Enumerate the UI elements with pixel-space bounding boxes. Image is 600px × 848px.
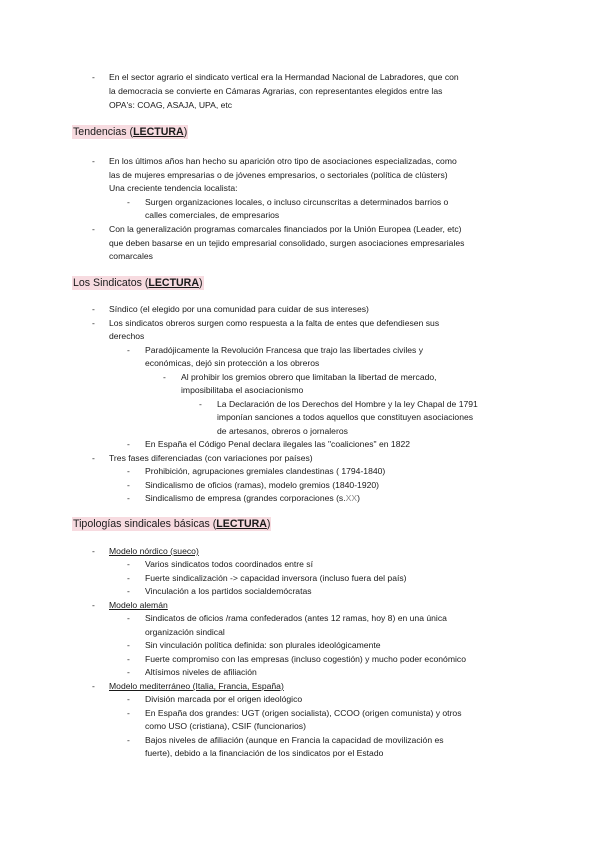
bullet-dash: - bbox=[127, 708, 130, 718]
bullet-dash: - bbox=[92, 156, 95, 166]
bullet-dash: - bbox=[127, 667, 130, 677]
text-line: comarcales bbox=[109, 251, 153, 261]
text-line: la democracia se convierte en Cámaras Agrarias, con representantes elegidos entre las bbox=[109, 86, 443, 96]
bullet-dash: - bbox=[163, 372, 166, 382]
bullet-dash: - bbox=[92, 318, 95, 328]
bullet-dash: - bbox=[127, 439, 130, 449]
text-part: Sindicalismo de empresa (grandes corporaciones (s. bbox=[145, 493, 346, 503]
text-line: Fuerte compromiso con las empresas (incluso cogestión) y mucho poder económico bbox=[145, 654, 466, 664]
section-heading-tipologias bbox=[72, 517, 271, 531]
text-line: imposibilitaba el asociacionismo bbox=[181, 385, 304, 395]
section-heading-sindicatos bbox=[72, 276, 204, 290]
text-part: XX bbox=[345, 493, 358, 503]
text-line: de artesanos, obreros o jornaleros bbox=[217, 426, 348, 436]
text-line: económicas, dejó sin protección a los obreros bbox=[145, 358, 320, 368]
model-heading: Modelo nórdico (sueco) bbox=[109, 546, 199, 556]
bullet-dash: - bbox=[92, 72, 95, 82]
text-line: derechos bbox=[109, 331, 145, 341]
text-line: La Declaración de los Derechos del Hombre y la ley Chapal de 1791 bbox=[217, 399, 478, 409]
text-line: Bajos niveles de afiliación (aunque en Francia la capacidad de movilización es bbox=[145, 735, 444, 745]
text-line: Paradójicamente la Revolución Francesa que trajo las libertades civiles y bbox=[145, 345, 424, 355]
heading-text: Los Sindicatos ( bbox=[73, 277, 149, 289]
text-line: Al prohibir los gremios obrero que limitaban la libertad de mercado, bbox=[181, 372, 437, 382]
heading-text: Tipologías sindicales básicas ( bbox=[73, 518, 217, 530]
lectura-link[interactable]: LECTURA bbox=[216, 518, 267, 530]
model-heading: Modelo alemán bbox=[109, 600, 168, 610]
heading-close: ) bbox=[199, 277, 203, 289]
text-line: En los últimos años han hecho su aparición otro tipo de asociaciones especializadas, como bbox=[109, 156, 457, 166]
text-line: organización sindical bbox=[145, 627, 225, 637]
text-line: Tres fases diferenciadas (con variaciones por países) bbox=[109, 453, 313, 463]
text-line: División marcada por el origen ideológico bbox=[145, 694, 303, 704]
text-line: Síndico (el elegido por una comunidad para cuidar de sus intereses) bbox=[109, 304, 369, 314]
text-line: En España el Código Penal declara ilegales las "coaliciones" en 1822 bbox=[145, 439, 411, 449]
text-line: Altísimos niveles de afiliación bbox=[145, 667, 257, 677]
bullet-dash: - bbox=[127, 466, 130, 476]
bullet-dash: - bbox=[127, 559, 130, 569]
bullet-dash: - bbox=[127, 640, 130, 650]
text-line: Surgen organizaciones locales, o incluso circunscritas a determinados barrios o bbox=[145, 197, 449, 207]
bullet-dash: - bbox=[127, 694, 130, 704]
text-line: Prohibición, agrupaciones gremiales clandestinas ( 1794-1840) bbox=[145, 466, 386, 476]
bullet-dash: - bbox=[92, 546, 95, 556]
text-line: Sindicatos de oficios /rama confederados (antes 12 ramas, hoy 8) en una única bbox=[145, 613, 447, 623]
bullet-dash: - bbox=[127, 345, 130, 355]
section-heading-tendencias bbox=[72, 125, 188, 139]
bullet-dash: - bbox=[127, 586, 130, 596]
text-line: Sindicalismo de oficios (ramas), modelo gremios (1840-1920) bbox=[145, 480, 380, 490]
text-line: Una creciente tendencia localista: bbox=[109, 183, 238, 193]
text-line: imponían sanciones a todos aquellos que constituyen asociaciones bbox=[217, 412, 474, 422]
text-line: Vinculación a los partidos socialdemócratas bbox=[145, 586, 312, 596]
heading-text: Tendencias ( bbox=[73, 126, 134, 138]
bullet-dash: - bbox=[127, 480, 130, 490]
text-line: Sin vinculación política definida: son plurales ideológicamente bbox=[145, 640, 381, 650]
bullet-dash: - bbox=[127, 493, 130, 503]
text-line bbox=[145, 492, 360, 504]
text-line: Con la generalización programas comarcales financiados por la Unión Europea (Leader, etc) bbox=[109, 224, 462, 234]
bullet-dash: - bbox=[92, 600, 95, 610]
lectura-link[interactable]: LECTURA bbox=[148, 277, 199, 289]
text-line: En el sector agrario el sindicato vertical era la Hermandad Nacional de Labradores, que con bbox=[109, 72, 459, 82]
text-line: que deben basarse en un tejido empresarial consolidado, surgen asociaciones empresariales bbox=[109, 238, 465, 248]
bullet-dash: - bbox=[127, 573, 130, 583]
text-line: como USO (cristiana), CSIF (funcionarios) bbox=[145, 721, 306, 731]
lectura-link[interactable]: LECTURA bbox=[133, 126, 184, 138]
bullet-dash: - bbox=[127, 197, 130, 207]
text-line: Varios sindicatos todos coordinados entre sí bbox=[145, 559, 313, 569]
text-line: Fuerte sindicalización -> capacidad inversora (incluso fuera del país) bbox=[145, 573, 407, 583]
text-line: las de mujeres empresarias o de jóvenes empresarios, o sectoriales (política de clústers) bbox=[109, 170, 448, 180]
heading-close: ) bbox=[183, 126, 188, 138]
bullet-dash: - bbox=[199, 399, 202, 409]
text-line: En España dos grandes: UGT (origen socialista), CCOO (origen comunista) y otros bbox=[145, 708, 462, 718]
bullet-dash: - bbox=[127, 613, 130, 623]
model-heading: Modelo mediterráneo (Italia, Francia, España) bbox=[109, 681, 284, 691]
bullet-dash: - bbox=[127, 735, 130, 745]
heading-close: ) bbox=[266, 518, 271, 530]
text-line: OPA's: COAG, ASAJA, UPA, etc bbox=[109, 100, 233, 110]
bullet-dash: - bbox=[92, 304, 95, 314]
text-line: calles comerciales, de empresarios bbox=[145, 210, 280, 220]
text-line: Los sindicatos obreros surgen como respuesta a la falta de entes que defendiesen sus bbox=[109, 318, 440, 328]
bullet-dash: - bbox=[92, 453, 95, 463]
bullet-dash: - bbox=[92, 681, 95, 691]
text-part: ) bbox=[357, 493, 360, 503]
text-line: fuerte), debido a la financiación de los sindicatos por el Estado bbox=[145, 748, 384, 758]
bullet-dash: - bbox=[127, 654, 130, 664]
bullet-dash: - bbox=[92, 224, 95, 234]
